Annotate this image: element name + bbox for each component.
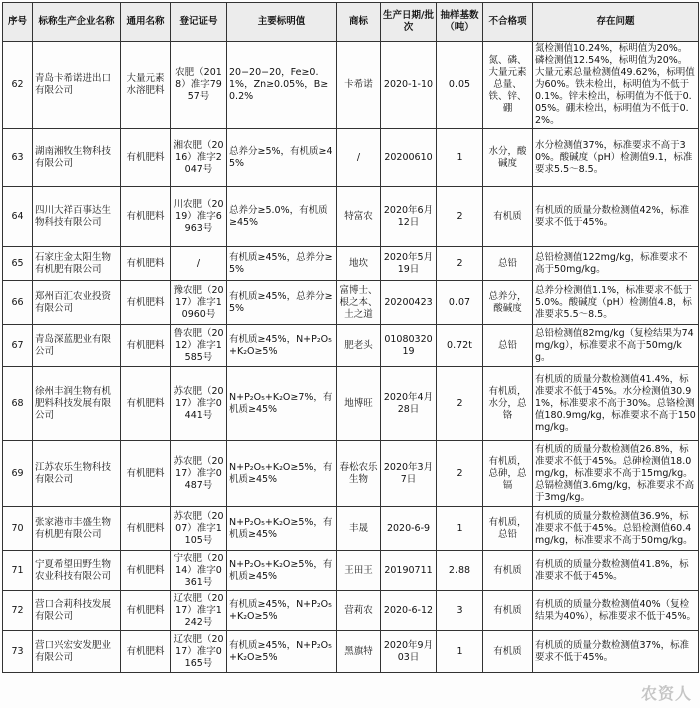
- cell-sample-base: 2.88: [437, 551, 483, 591]
- cell-no: 66: [3, 281, 33, 325]
- header-registration: 登记证号: [171, 3, 227, 42]
- cell-registration: 苏农肥（2017）准字0441号: [171, 367, 227, 441]
- header-generic-name: 通用名称: [121, 3, 171, 42]
- cell-claimed-values: 有机质≥45%，N+P₂O₅+K₂O≥5%: [227, 631, 337, 673]
- cell-no: 73: [3, 631, 33, 673]
- cell-issues: 有机质的质量分数检测值40%（复检结果为40%），标准要求不低于45%。: [533, 591, 699, 631]
- cell-no: 64: [3, 187, 33, 247]
- cell-registration: 苏农肥（2007）准字1105号: [171, 507, 227, 551]
- header-failed-items: 不合格项: [483, 3, 533, 42]
- cell-date-batch: 2020-6-9: [381, 507, 437, 551]
- cell-issues: 有机质的质量分数检测值41.4%，标准要求不低于45%。水分检测值30.91%，标准要求不高于30%。总铬检测值180.9mg/kg，标准要求不高于150mg/kg。: [533, 367, 699, 441]
- cell-claimed-values: N+P₂O₅+K₂O≥7%，有机质≥45%: [227, 367, 337, 441]
- cell-generic-name: 有机肥料: [121, 441, 171, 507]
- cell-no: 69: [3, 441, 33, 507]
- cell-registration: /: [171, 247, 227, 281]
- cell-failed-items: 有机质: [483, 631, 533, 673]
- cell-date-batch: 2020-1-10: [381, 42, 437, 129]
- cell-registration: 辽农肥（2017）准字0165号: [171, 631, 227, 673]
- cell-issues: 有机质的质量分数检测值37%，标准要求不低于45%。: [533, 631, 699, 673]
- cell-claimed-values: 有机质≥45%，总养分≥5%: [227, 247, 337, 281]
- cell-generic-name: 有机肥料: [121, 507, 171, 551]
- cell-company: 青岛卡希诺进出口有限公司: [33, 42, 121, 129]
- cell-failed-items: 总铅: [483, 325, 533, 367]
- cell-issues: 总铅检测值122mg/kg，标准要求不高于50mg/kg。: [533, 247, 699, 281]
- cell-sample-base: 1: [437, 631, 483, 673]
- cell-no: 63: [3, 129, 33, 187]
- cell-sample-base: 2: [437, 367, 483, 441]
- cell-issues: 有机质的质量分数检测值36.9%，标准要求不低于45%。总铅检测值60.4mg/kg，标准要求不高于50mg/kg。: [533, 507, 699, 551]
- header-date-batch: 生产日期/批次: [381, 3, 437, 42]
- table-row: [3, 591, 699, 631]
- cell-sample-base: 1: [437, 507, 483, 551]
- cell-failed-items: 有机质: [483, 187, 533, 247]
- cell-issues: 有机质的质量分数检测值42%，标准要求不低于45%。: [533, 187, 699, 247]
- cell-date-batch: 20200610: [381, 129, 437, 187]
- cell-company: 四川大祥百事达生物科技有限公司: [33, 187, 121, 247]
- cell-company: 石家庄金太阳生物有机肥有限公司: [33, 247, 121, 281]
- cell-claimed-values: 有机质≥45%，总养分≥5%: [227, 281, 337, 325]
- cell-generic-name: 有机肥料: [121, 551, 171, 591]
- cell-brand: 富博士、根之本、土之道: [337, 281, 381, 325]
- cell-generic-name: 大量元素水溶肥料: [121, 42, 171, 129]
- cell-registration: 苏农肥（2017）准字0487号: [171, 441, 227, 507]
- cell-date-batch: 2020年6月12日: [381, 187, 437, 247]
- cell-issues: 氮检测值10.24%，标明值为20%。磷检测值12.54%，标明值为20%。大量元素总量检测值49.62%，标明值为60%。铁未检出，标明值为不低于0.1%。锌未检出，标明值为不低于0.05%。硼未检出，标明值为不低于0.2%。: [533, 42, 699, 129]
- cell-claimed-values: 总养分≥5%，有机质≥45%: [227, 129, 337, 187]
- cell-claimed-values: 有机质≥45%，N+P₂O₅+K₂O≥5%: [227, 591, 337, 631]
- header-sample-base: 抽样基数（吨）: [437, 3, 483, 42]
- cell-failed-items: 有机质，总砷，总镉: [483, 441, 533, 507]
- cell-issues: 水分检测值37%，标准要求不高于30%。酸碱度（pH）检测值9.1，标准要求5.5～8.5。: [533, 129, 699, 187]
- cell-company: 徐州丰润生物有机肥料科技发展有限公司: [33, 367, 121, 441]
- cell-failed-items: 总铅: [483, 247, 533, 281]
- cell-brand: 黑旗特: [337, 631, 381, 673]
- watermark-logo: 农资人: [640, 684, 692, 703]
- cell-company: 营口合莉科技发展有限公司: [33, 591, 121, 631]
- cell-brand: 营莉农: [337, 591, 381, 631]
- header-company: 标称生产企业名称: [33, 3, 121, 42]
- cell-failed-items: 有机质: [483, 591, 533, 631]
- cell-company: 湖南湘牧生物科技有限公司: [33, 129, 121, 187]
- cell-brand: 地博旺: [337, 367, 381, 441]
- cell-sample-base: 3: [437, 591, 483, 631]
- table-row: [3, 507, 699, 551]
- cell-registration: 鲁农肥（2012）准字1585号: [171, 325, 227, 367]
- cell-date-batch: 20200423: [381, 281, 437, 325]
- cell-generic-name: 有机肥料: [121, 325, 171, 367]
- cell-failed-items: 水分，酸碱度: [483, 129, 533, 187]
- cell-claimed-values: 20−20−20，Fe≥0.1%，Zn≥0.05%，B≥0.2%: [227, 42, 337, 129]
- cell-issues: 总养分检测值1.1%，标准要求不低于5.0%。酸碱度（pH）检测值4.8，标准要求5.5～8.5。: [533, 281, 699, 325]
- cell-registration: 湘农肥（2016）准字2047号: [171, 129, 227, 187]
- table-row: [3, 187, 699, 247]
- table-row: [3, 631, 699, 673]
- cell-no: 65: [3, 247, 33, 281]
- cell-failed-items: 有机质，水分，总铬: [483, 367, 533, 441]
- cell-generic-name: 有机肥料: [121, 367, 171, 441]
- cell-sample-base: 2: [437, 441, 483, 507]
- cell-no: 68: [3, 367, 33, 441]
- cell-no: 67: [3, 325, 33, 367]
- header-claimed-values: 主要标明值: [227, 3, 337, 42]
- cell-sample-base: 1: [437, 129, 483, 187]
- cell-generic-name: 有机肥料: [121, 129, 171, 187]
- header-no: 序号: [3, 3, 33, 42]
- cell-date-batch: 2020年5月19日: [381, 247, 437, 281]
- header-issues: 存在问题: [533, 3, 699, 42]
- cell-company: 营口兴宏安发肥业有限公司: [33, 631, 121, 673]
- header-brand: 商标: [337, 3, 381, 42]
- cell-claimed-values: 总养分≥5.0%，有机质≥45%: [227, 187, 337, 247]
- cell-registration: 豫农肥（2017）准字10960号: [171, 281, 227, 325]
- cell-date-batch: 0108032019: [381, 325, 437, 367]
- table-row: [3, 42, 699, 129]
- cell-company: 张家港市丰盛生物有机肥有限公司: [33, 507, 121, 551]
- cell-no: 62: [3, 42, 33, 129]
- cell-brand: 肥老头: [337, 325, 381, 367]
- table-row: [3, 281, 699, 325]
- cell-failed-items: 有机质，总铅: [483, 507, 533, 551]
- cell-registration: 农肥（2018）准字7957号: [171, 42, 227, 129]
- cell-no: 72: [3, 591, 33, 631]
- cell-claimed-values: 有机质≥45%，N+P₂O₅+K₂O≥5%: [227, 325, 337, 367]
- cell-sample-base: 0.05: [437, 42, 483, 129]
- table-row: [3, 247, 699, 281]
- cell-registration: 宁农肥（2014）准字0361号: [171, 551, 227, 591]
- cell-date-batch: 2020年4月28日: [381, 367, 437, 441]
- cell-issues: 有机质的质量分数检测值26.8%，标准要求不低于45%。总砷检测值18.0mg/kg，标准要求不高于15mg/kg。总镉检测值3.6mg/kg，标准要求不高于3mg/kg。: [533, 441, 699, 507]
- cell-company: 郑州百汇农业投资有限公司: [33, 281, 121, 325]
- cell-company: 江苏农乐生物科技有限公司: [33, 441, 121, 507]
- cell-brand: 丰晟: [337, 507, 381, 551]
- cell-brand: 春松农乐生物: [337, 441, 381, 507]
- cell-registration: 川农肥（2019）准字6963号: [171, 187, 227, 247]
- table-header-row: [3, 3, 699, 42]
- cell-claimed-values: N+P₂O₅+K₂O≥5%，有机质≥45%: [227, 551, 337, 591]
- table-row: [3, 129, 699, 187]
- cell-no: 70: [3, 507, 33, 551]
- cell-date-batch: 2020-6-12: [381, 591, 437, 631]
- cell-generic-name: 有机肥料: [121, 281, 171, 325]
- cell-failed-items: 氮、磷、大量元素总量、铁、锌、硼: [483, 42, 533, 129]
- cell-failed-items: 有机质: [483, 551, 533, 591]
- cell-sample-base: 0.07: [437, 281, 483, 325]
- cell-date-batch: 20190711: [381, 551, 437, 591]
- table-row: [3, 325, 699, 367]
- cell-generic-name: 有机肥料: [121, 187, 171, 247]
- cell-issues: 总铅检测值82mg/kg（复检结果为74mg/kg），标准要求不高于50mg/kg。: [533, 325, 699, 367]
- cell-sample-base: 2: [437, 187, 483, 247]
- cell-claimed-values: N+P₂O₅+K₂O≥5%，有机质≥45%: [227, 507, 337, 551]
- cell-brand: /: [337, 129, 381, 187]
- cell-failed-items: 总养分，酸碱度: [483, 281, 533, 325]
- cell-brand: 特富农: [337, 187, 381, 247]
- cell-registration: 辽农肥（2017）准字1242号: [171, 591, 227, 631]
- cell-date-batch: 2020年9月03日: [381, 631, 437, 673]
- cell-brand: 地坎: [337, 247, 381, 281]
- cell-brand: 卡希诺: [337, 42, 381, 129]
- unqualified-fertilizer-table: [2, 2, 699, 673]
- table-row: [3, 551, 699, 591]
- table-row: [3, 441, 699, 507]
- cell-company: 宁夏希望田野生物农业科技有限公司: [33, 551, 121, 591]
- cell-sample-base: 2: [437, 247, 483, 281]
- cell-generic-name: 有机肥料: [121, 631, 171, 673]
- cell-generic-name: 有机肥料: [121, 591, 171, 631]
- cell-issues: 有机质的质量分数检测值41.8%，标准要求不低于45%。: [533, 551, 699, 591]
- cell-date-batch: 2020年3月7日: [381, 441, 437, 507]
- table-row: [3, 367, 699, 441]
- cell-no: 71: [3, 551, 33, 591]
- cell-company: 青岛深蓝肥业有限公司: [33, 325, 121, 367]
- cell-sample-base: 0.72t: [437, 325, 483, 367]
- cell-generic-name: 有机肥料: [121, 247, 171, 281]
- cell-brand: 王田王: [337, 551, 381, 591]
- cell-claimed-values: N+P₂O₅+K₂O≥5%，有机质≥45%: [227, 441, 337, 507]
